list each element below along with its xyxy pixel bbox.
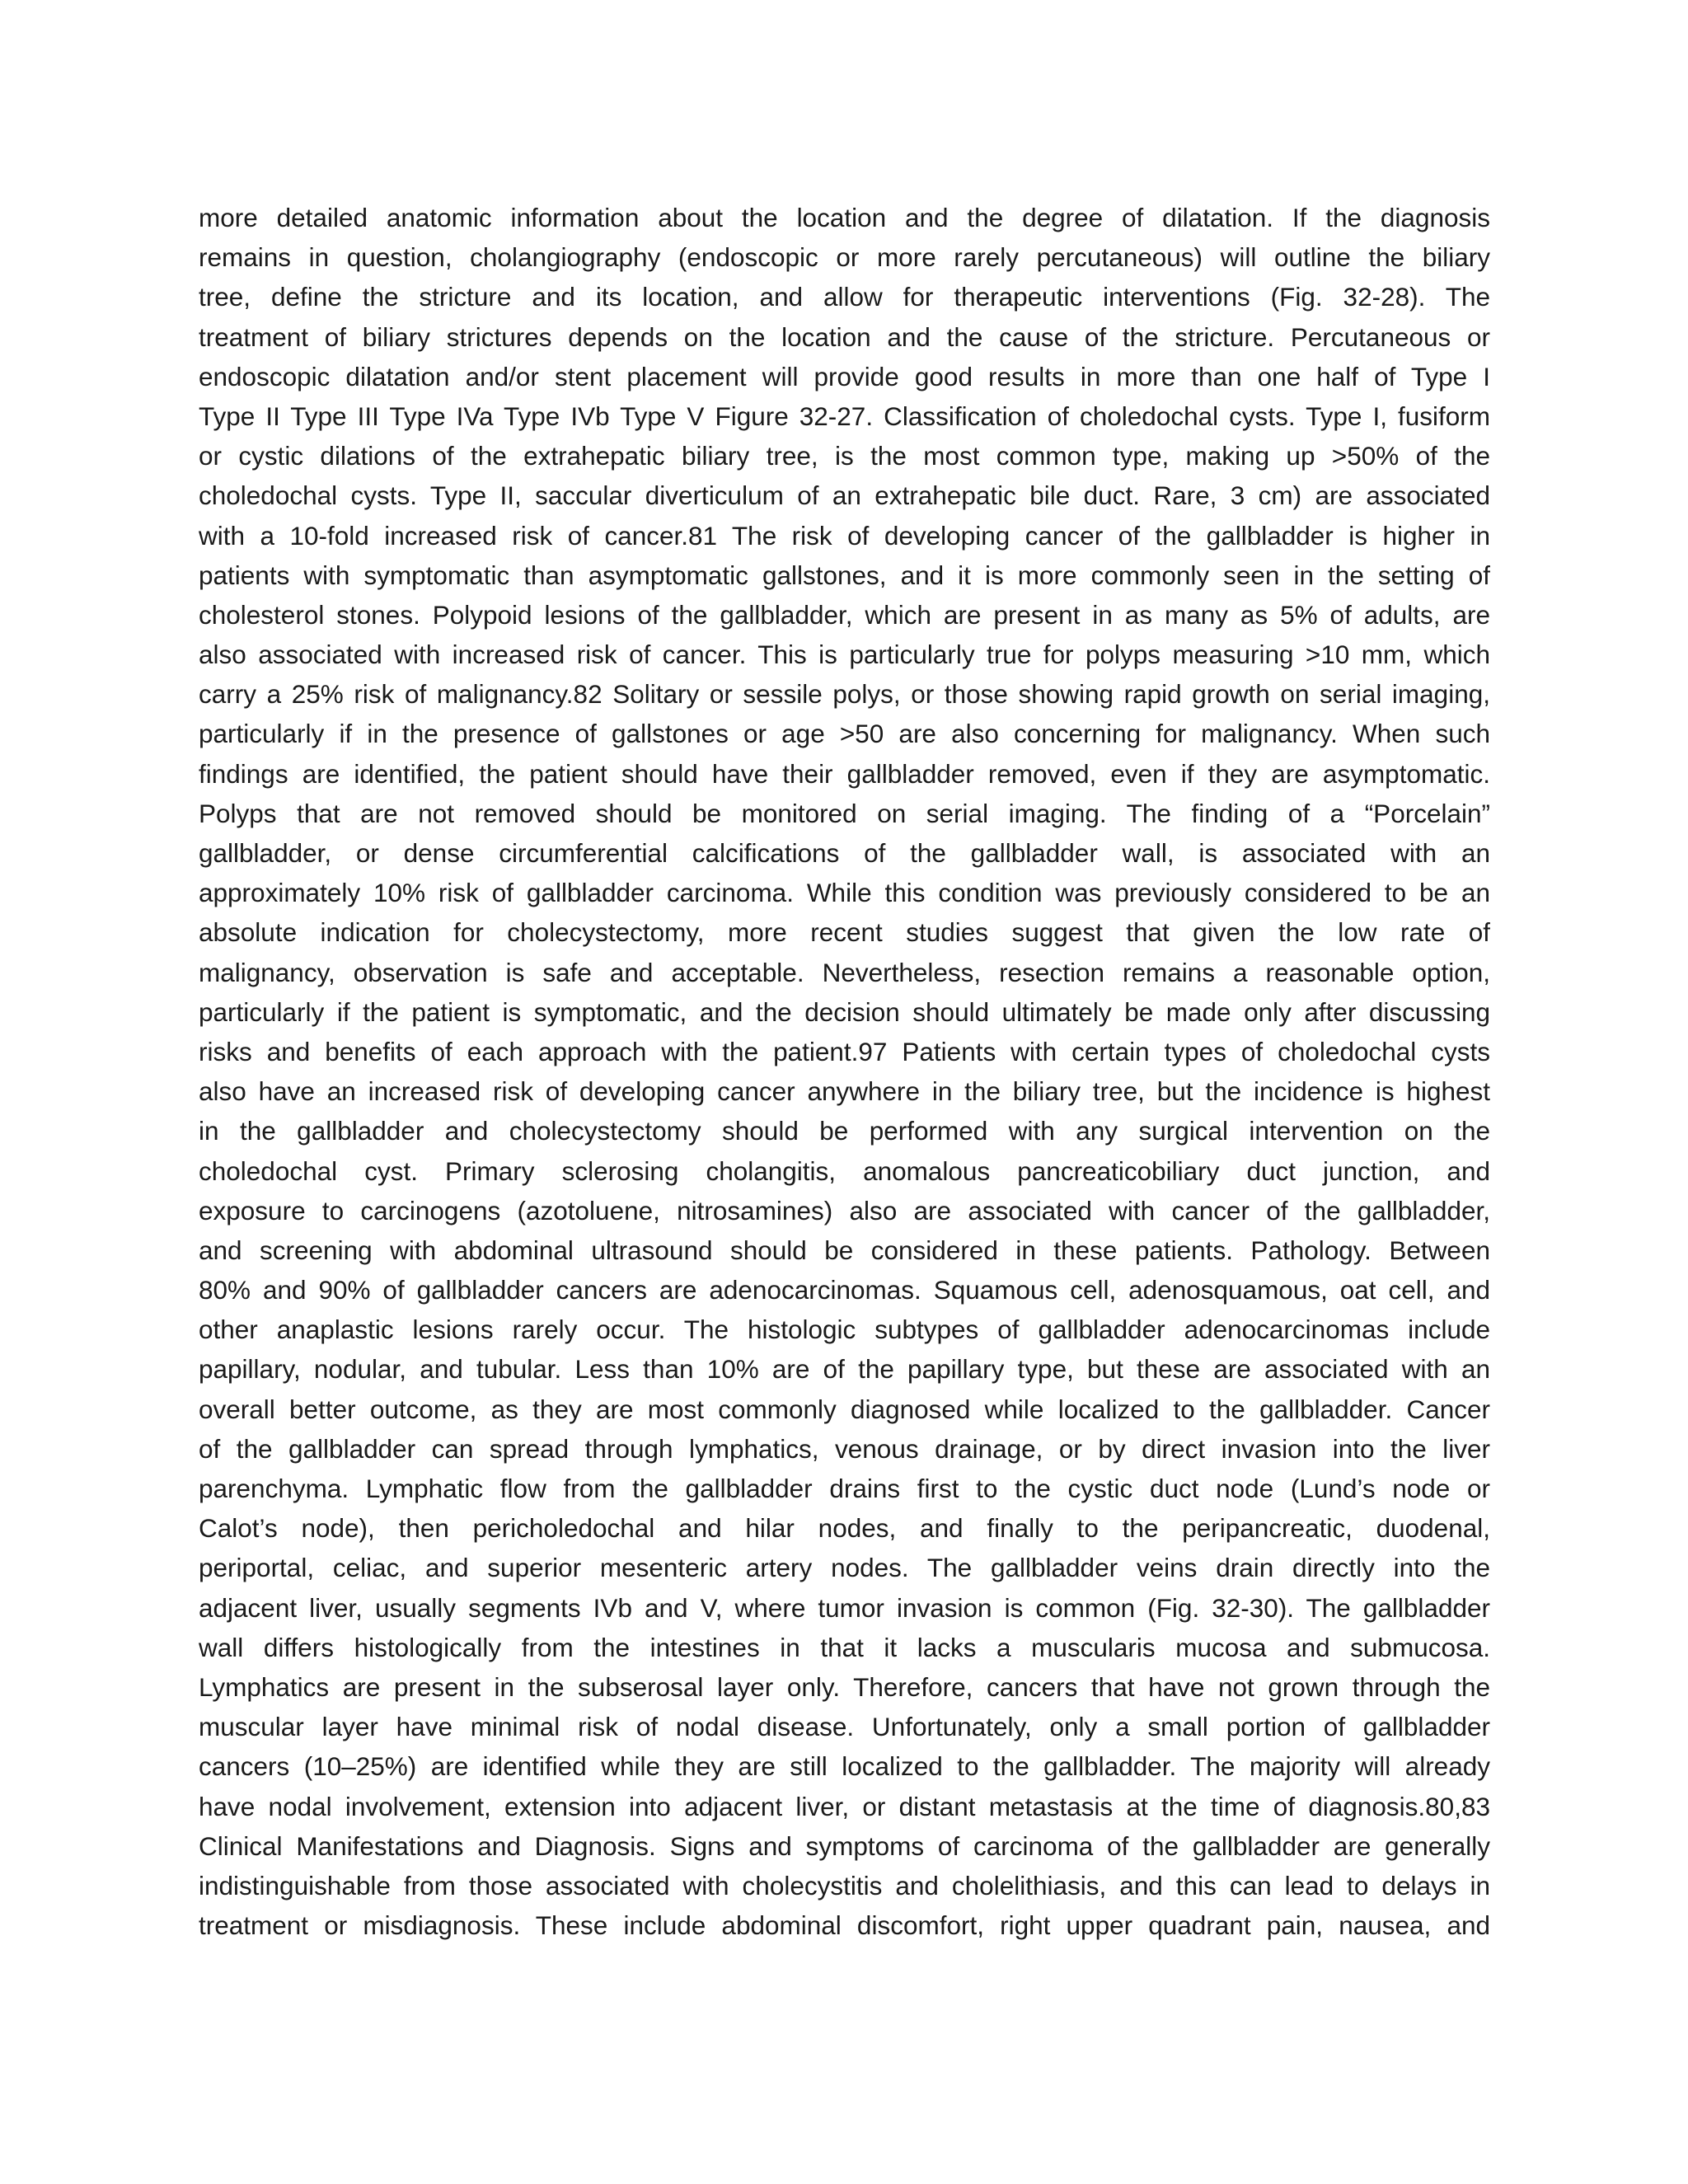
text-line: particularly if the patient is symptomatic, and the decision should ultimately be made only after discussing: [199, 996, 1490, 1027]
text-line: findings are identified, the patient should have their gallbladder removed, even if they are asymptomatic.: [199, 758, 1490, 789]
text-line: Type II Type III Type IVa Type IVb Type V Figure 32-27. Classification of choledochal cysts. Type I, fusiform: [199, 401, 1490, 431]
text-line: risks and benefits of each approach with the patient.97 Patients with certain types of choledochal cysts: [199, 1036, 1490, 1066]
text-line: have nodal involvement, extension into adjacent liver, or distant metastasis at the time of diagnosis.80,83: [199, 1791, 1490, 1821]
text-line: adjacent liver, usually segments IVb and V, where tumor invasion is common (Fig. 32-30). The gallbladder: [199, 1592, 1490, 1623]
text-line: muscular layer have minimal risk of nodal disease. Unfortunately, only a small portion of gallbladder: [199, 1712, 1490, 1742]
text-line: Polyps that are not removed should be monitored on serial imaging. The finding of a “Porcelain”: [199, 798, 1490, 828]
text-line: cancers (10–25%) are identified while they are still localized to the gallbladder. The majority will already: [199, 1751, 1490, 1782]
text-line: tree, define the stricture and its location, and allow for therapeutic interventions (Fig. 32-28). The: [199, 282, 1490, 312]
text-line: overall better outcome, as they are most commonly diagnosed while localized to the gallbladder. Cancer: [199, 1394, 1490, 1424]
text-line: papillary, nodular, and tubular. Less than 10% are of the papillary type, but these are associated with an: [199, 1354, 1490, 1385]
text-line: more detailed anatomic information about the location and the degree of dilatation. If the diagnosis: [199, 203, 1490, 232]
text-line: wall differs histologically from the intestines in that it lacks a muscularis mucosa and submucosa.: [199, 1632, 1490, 1662]
text-line: treatment or misdiagnosis. These include abdominal discomfort, right upper quadrant pain, nausea, and: [199, 1910, 1490, 1941]
text-line: choledochal cysts. Type II, saccular diverticulum of an extrahepatic bile duct. Rare, 3 cm) are associated: [199, 480, 1490, 511]
text-line: with a 10-fold increased risk of cancer.81 The risk of developing cancer of the gallbladder is higher in: [199, 520, 1490, 551]
text-line: in the gallbladder and cholecystectomy should be performed with any surgical intervention on the: [199, 1116, 1490, 1146]
text-line: absolute indication for cholecystectomy, more recent studies suggest that given the low rate of: [199, 917, 1490, 948]
text-line: approximately 10% risk of gallbladder carcinoma. While this condition was previously considered to be an: [199, 878, 1490, 908]
text-line: patients with symptomatic than asymptomatic gallstones, and it is more commonly seen in the setting of: [199, 560, 1490, 590]
body-text: [199, 198, 1490, 1945]
text-line: other anaplastic lesions rarely occur. The histologic subtypes of gallbladder adenocarcinomas include: [199, 1315, 1490, 1345]
text-line: gallbladder, or dense circumferential calcifications of the gallbladder wall, is associated with an: [199, 838, 1490, 868]
text-line: also have an increased risk of developing cancer anywhere in the biliary tree, but the incidence is highest: [199, 1076, 1490, 1107]
text-line: indistinguishable from those associated with cholecystitis and cholelithiasis, and this can lead to delays in: [199, 1870, 1490, 1900]
text-line: Lymphatics are present in the subserosal layer only. Therefore, cancers that have not grown through the: [199, 1671, 1490, 1702]
text-line: choledochal cyst. Primary sclerosing cholangitis, anomalous pancreaticobiliary duct junction, and: [199, 1155, 1490, 1186]
text-line: of the gallbladder can spread through lymphatics, venous drainage, or by direct invasion into the liver: [199, 1433, 1490, 1464]
text-line: Calot’s node), then pericholedochal and hilar nodes, and finally to the peripancreatic, duodenal,: [199, 1513, 1490, 1544]
text-line: Clinical Manifestations and Diagnosis. Signs and symptoms of carcinoma of the gallbladder are generally: [199, 1830, 1490, 1861]
text-line: or cystic dilations of the extrahepatic biliary tree, is the most common type, making up >50% of the: [199, 441, 1490, 471]
text-line: endoscopic dilatation and/or stent placement will provide good results in more than one half of Type I: [199, 361, 1490, 391]
text-line: 80% and 90% of gallbladder cancers are adenocarcinomas. Squamous cell, adenosquamous, oat cell, and: [199, 1275, 1490, 1305]
text-line: parenchyma. Lymphatic flow from the gallbladder drains first to the cystic duct node (Lund’s node or: [199, 1474, 1490, 1503]
text-line: exposure to carcinogens (azotoluene, nitrosamines) also are associated with cancer of the gallbladder,: [199, 1195, 1490, 1226]
text-line: cholesterol stones. Polypoid lesions of the gallbladder, which are present in as many as 5% of adults, are: [199, 599, 1490, 630]
text-line: remains in question, cholangiography (endoscopic or more rarely percutaneous) will outline the biliary: [199, 242, 1490, 273]
text-line: treatment of biliary strictures depends on the location and the cause of the stricture. Percutaneous or: [199, 321, 1490, 352]
text-line: carry a 25% risk of malignancy.82 Solitary or sessile polys, or those showing rapid growth on serial imaging,: [199, 679, 1490, 710]
text-line: periportal, celiac, and superior mesenteric artery nodes. The gallbladder veins drain directly into the: [199, 1553, 1490, 1583]
text-line: and screening with abdominal ultrasound should be considered in these patients. Pathology. Between: [199, 1235, 1490, 1265]
text-line: malignancy, observation is safe and acceptable. Nevertheless, resection remains a reasonable option,: [199, 957, 1490, 987]
text-line: particularly if in the presence of gallstones or age >50 are also concerning for malignancy. When such: [199, 719, 1490, 749]
text-line: also associated with increased risk of cancer. This is particularly true for polyps measuring >10 mm, which: [199, 640, 1490, 670]
